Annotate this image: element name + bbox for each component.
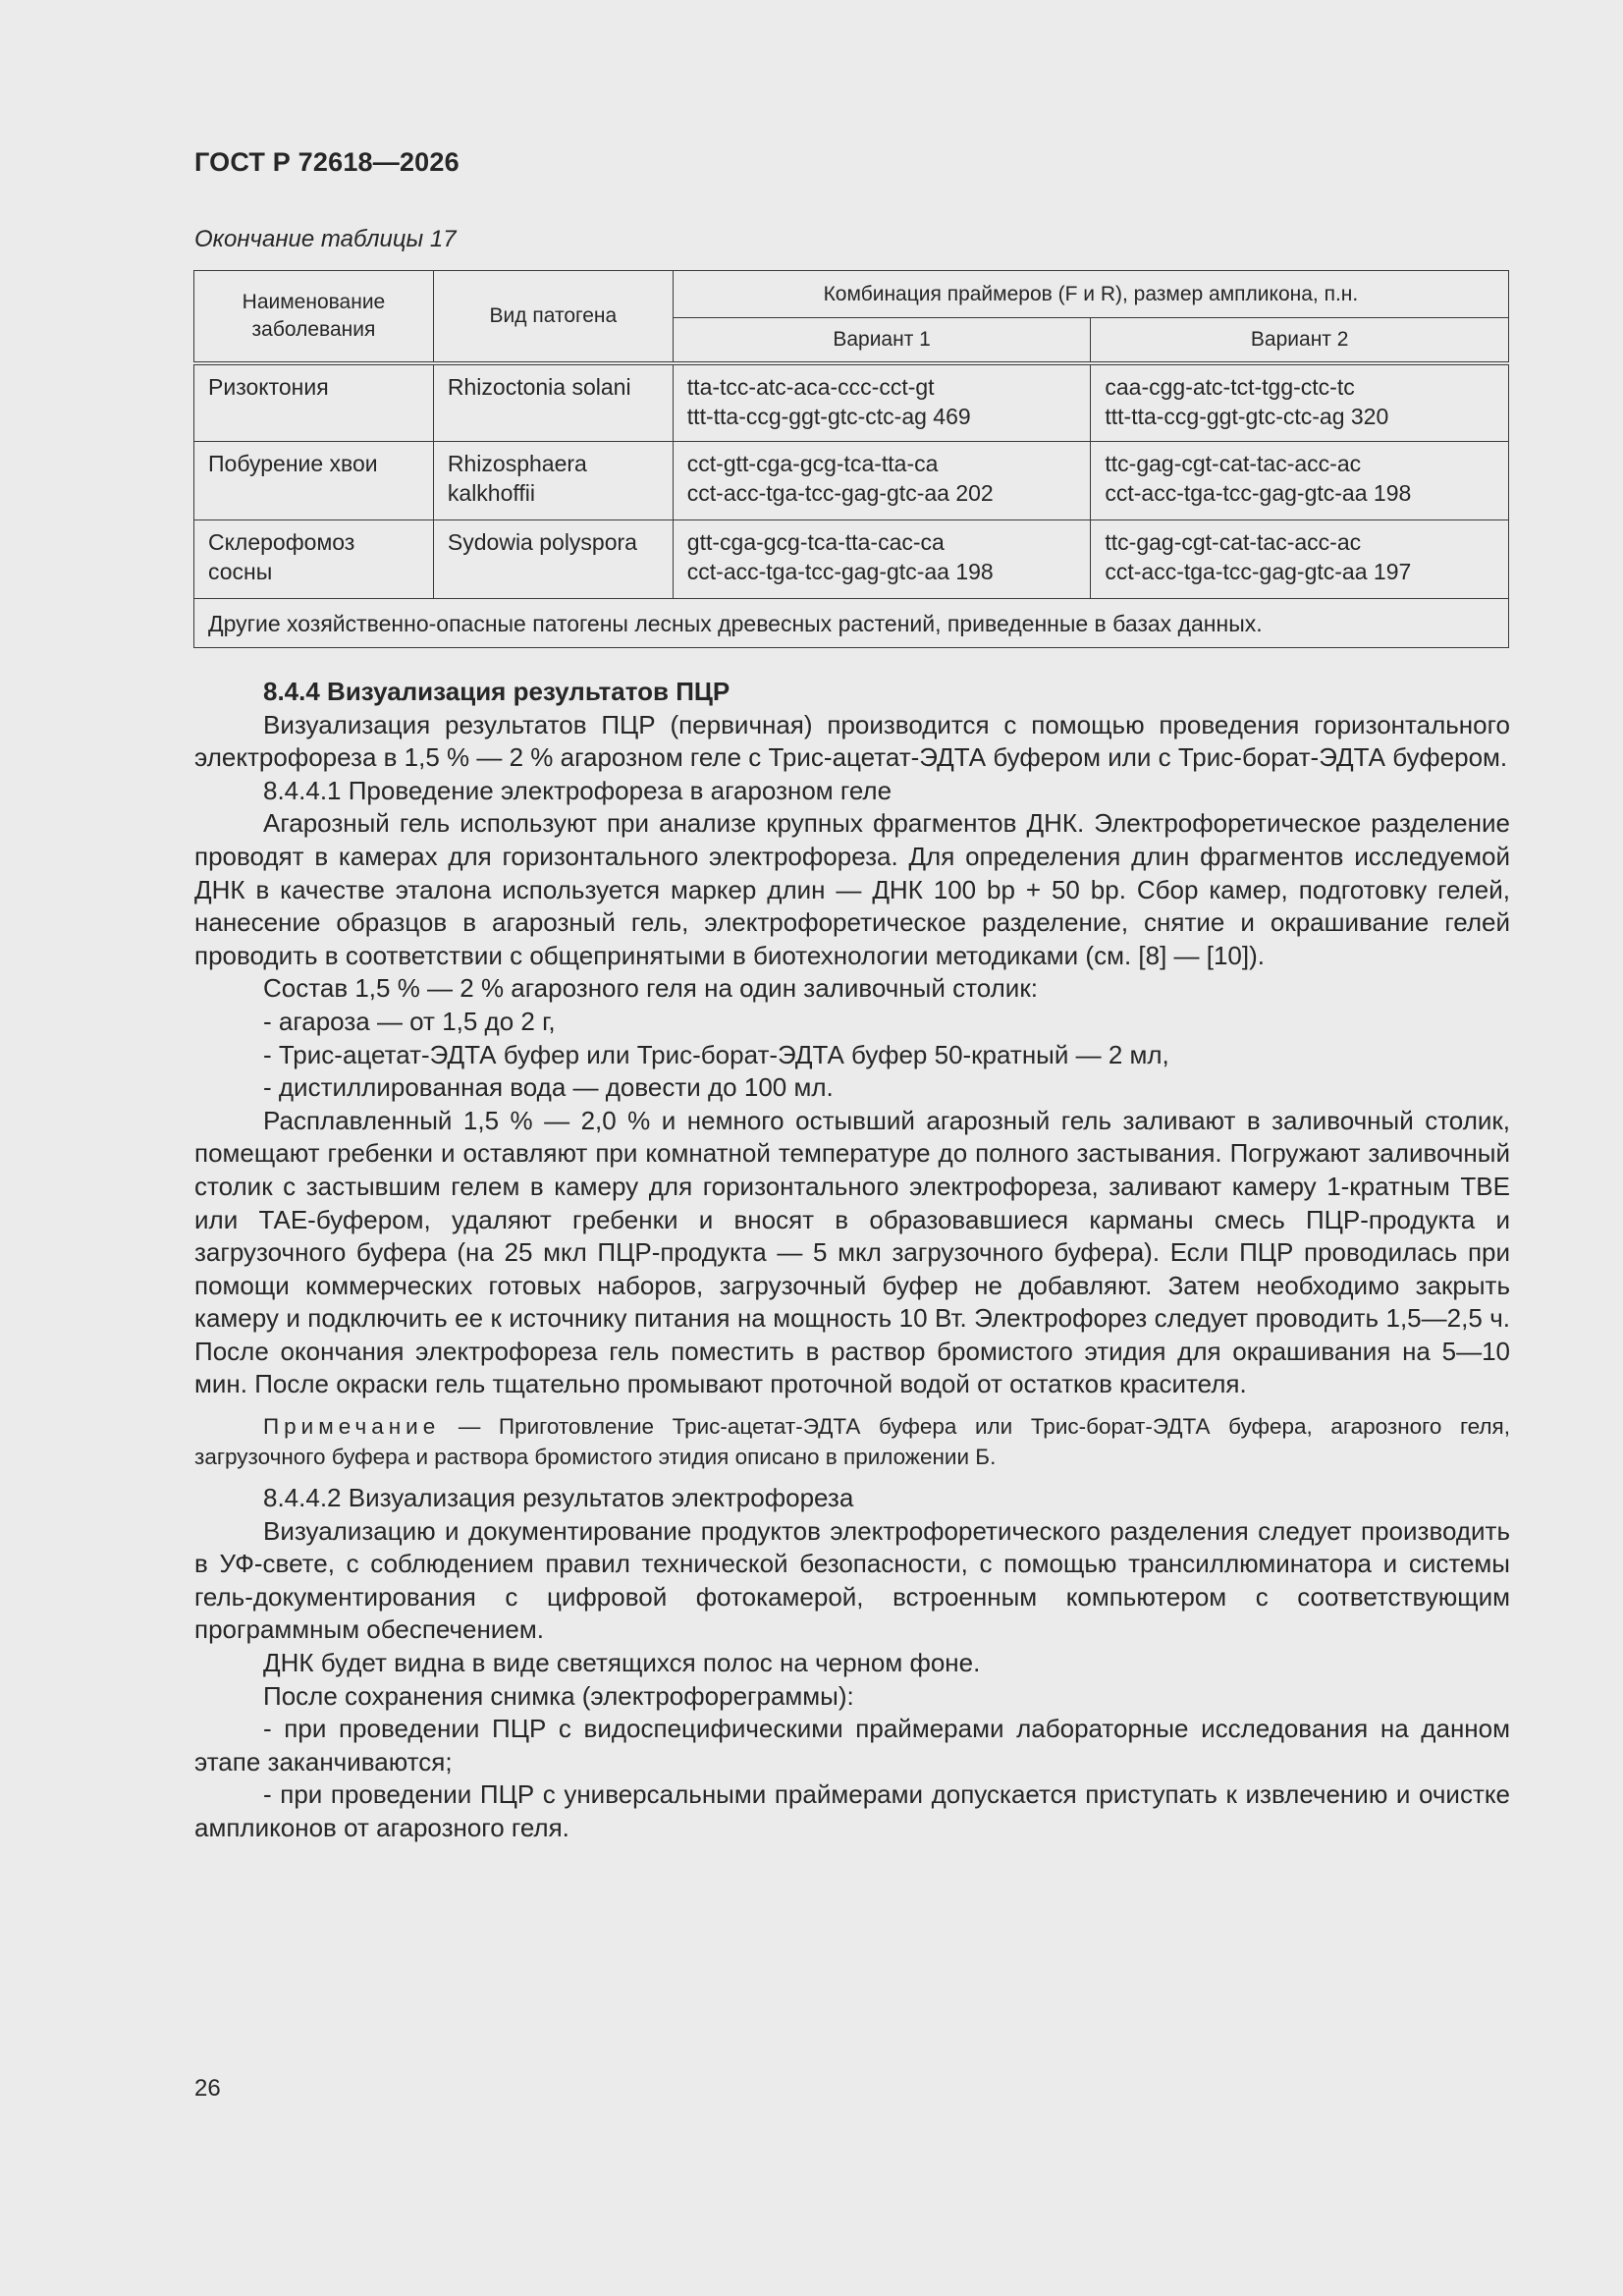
note-label: Примечание: [263, 1414, 441, 1440]
paragraph: Визуализация результатов ПЦР (первичная) производится с помощью проведения горизонтального электрофореза в 1,5 % — 2 % агарозном геле с Трис-ацетат-ЭДТА буфером или с Трис-борат-ЭДТА буфером.: [194, 709, 1510, 773]
primer-line: ttc-gag-cgt-cat-tac-acc-ac: [1105, 451, 1362, 476]
note-text: — Приготовление Трис-ацетат-ЭДТА буфера или Трис-борат-ЭДТА буфера, агарозного геля, загрузочного буфера и раствора бромистого этидия описано в приложении Б.: [194, 1414, 1510, 1470]
primer-line: cct-gtt-cga-gcg-tca-tta-ca: [686, 451, 939, 476]
primer-line: cct-acc-tga-tcc-gag-gtc-aa 202: [686, 480, 994, 506]
paragraph: После сохранения снимка (электрофореграммы):: [263, 1680, 854, 1711]
primer-line: ttt-tta-ccg-ggt-gtc-ctc-ag 469: [686, 403, 971, 429]
page-number: 26: [194, 2075, 221, 2102]
pathogen-cell: kalkhoffii: [447, 480, 535, 506]
paragraph: Расплавленный 1,5 % — 2,0 % и немного остывший агарозный гель заливают в заливочный столик, помещают гребенки и оставляют при комнатной температуре до полного застывания. Погружают заливочный столик с застывшим гелем в камеру для горизонтального электрофореза, заливают камеру 1-кратным ТВЕ или ТАЕ-буфером, удаляют гребенки и вносят в образовавшиеся карманы смесь ПЦР-продукта и загрузочного буфера (на 25 мкл ПЦР-продукта — 5 мкл загрузочного буфера). Если ПЦР проводилась при помощи коммерческих готовых наборов, загрузочный буфер не добавляют. Затем необходимо закрыть камеру и подключить ее к источнику питания на мощность 10 Вт. Электрофорез следует проводить 1,5—2,5 ч. После окончания электрофореза гель поместить в раствор бромистого этидия для окрашивания на 5—10 мин. После окраски гель тщательно промывают проточной водой от остатков красителя.: [194, 1105, 1510, 1399]
primer-table: [193, 270, 1509, 648]
paragraph: Визуализацию и документирование продуктов электрофоретического разделения следует производить в УФ-свете, с соблюдением правил технической безопасности, с помощью трансиллюминатора и системы гель-документирования с цифровой фотокамерой, встроенным компьютером с соответствующим программным обеспечением.: [194, 1515, 1510, 1645]
pathogen-cell: Sydowia polyspora: [447, 529, 637, 555]
primer-line: caa-cgg-atc-tct-tgg-ctc-tc: [1105, 373, 1355, 400]
primer-line: ttc-gag-cgt-cat-tac-acc-ac: [1105, 529, 1362, 555]
header-pathogen: Вид патогена: [433, 271, 673, 363]
list-item: - дистиллированная вода — довести до 100 мл.: [263, 1072, 834, 1103]
pathogen-cell: Rhizoctonia solani: [447, 373, 631, 400]
table-footer-row: [194, 599, 1509, 648]
list-item: - агароза — от 1,5 до 2 г,: [263, 1006, 556, 1036]
subsection-heading: 8.4.4.2 Визуализация результатов электрофореза: [263, 1483, 854, 1513]
header-variant-1: Вариант 1: [673, 318, 1091, 363]
paragraph: Состав 1,5 % — 2 % агарозного геля на один заливочный столик:: [263, 973, 1038, 1004]
primer-line: ttt-tta-ccg-ggt-gtc-ctc-ag 320: [1105, 403, 1389, 429]
disease-cell: Склерофомоз: [208, 529, 355, 555]
pathogen-cell: Rhizosphaera: [447, 451, 587, 476]
paragraph: ДНК будет видна в виде светящихся полос на черном фоне.: [263, 1648, 981, 1678]
primer-line: cct-acc-tga-tcc-gag-gtc-aa 197: [1105, 559, 1412, 584]
list-item: - Трис-ацетат-ЭДТА буфер или Трис-борат-ЭДТА буфер 50-кратный — 2 мл,: [263, 1039, 1169, 1069]
header-primer-combo: Комбинация праймеров (F и R), размер ампликона, п.н.: [673, 271, 1508, 318]
primer-line: tta-tcc-atc-aca-ccc-cct-gt: [686, 373, 935, 400]
body-text: [194, 676, 1510, 1845]
disease-cell: Побурение хвои: [208, 451, 378, 476]
table-row: [194, 442, 1509, 520]
list-item: - при проведении ПЦР с видоспецифическими праймерами лабораторные исследования на данном этапе заканчиваются;: [194, 1714, 1510, 1777]
disease-cell: Ризоктония: [208, 373, 329, 400]
section-heading: 8.4.4 Визуализация результатов ПЦР: [263, 677, 730, 706]
list-item: - при проведении ПЦР с универсальными праймерами допускается приступать к извлечению и очистке ампликонов от агарозного геля.: [194, 1779, 1510, 1842]
header-variant-2: Вариант 2: [1091, 318, 1509, 363]
table-caption: Окончание таблицы 17: [194, 226, 457, 252]
document-id: ГОСТ Р 72618—2026: [194, 147, 460, 177]
footer-cell: Другие хозяйственно-опасные патогены лесных древесных растений, приведенные в базах данных.: [194, 599, 1509, 648]
primer-line: cct-acc-tga-tcc-gag-gtc-aa 198: [686, 559, 994, 584]
disease-cell: сосны: [208, 559, 273, 584]
table-row: [194, 363, 1509, 442]
subsection-heading: 8.4.4.1 Проведение электрофореза в агарозном геле: [263, 775, 893, 805]
table-row: [194, 520, 1509, 599]
note: [194, 1411, 1510, 1472]
header-disease: Наименование заболевания: [194, 271, 434, 363]
paragraph: Агарозный гель используют при анализе крупных фрагментов ДНК. Электрофоретическое разделение проводят в камерах для горизонтального электрофореза. Для определения длин фрагментов исследуемой ДНК в качестве эталона используется маркер длин — ДНК 100 bp + 50 bp. Сбор камер, подготовку гелей, нанесение образцов в агарозный гель, электрофоретическое разделение, снятие и окрашивание гелей проводить в соответствии с общепринятыми в биотехнологии методиками (см. [8] — [10]).: [194, 808, 1510, 970]
primer-line: cct-acc-tga-tcc-gag-gtc-aa 198: [1105, 480, 1412, 506]
primer-line: gtt-cga-gcg-tca-tta-cac-ca: [686, 529, 945, 555]
